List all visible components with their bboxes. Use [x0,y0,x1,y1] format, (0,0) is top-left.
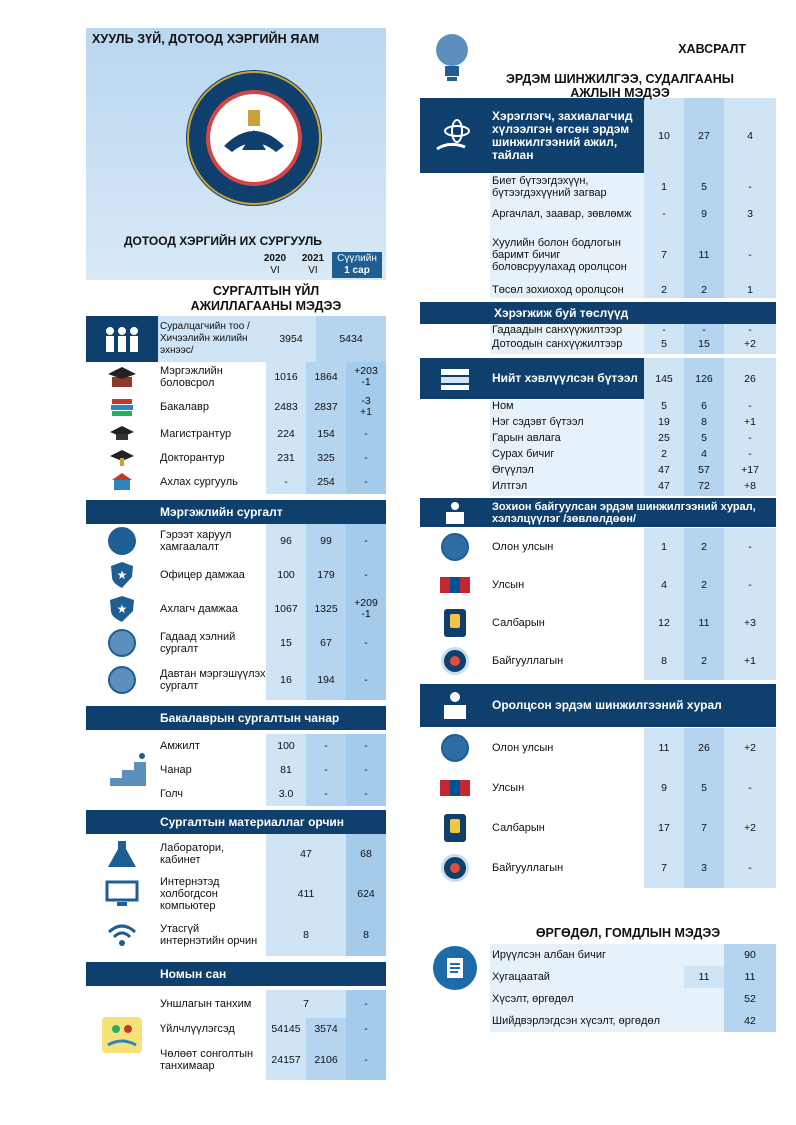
table-row: Чанар 81 - - [158,758,386,782]
table-row: Хугацаатай 11 11 [490,966,776,988]
projects-title: Хэрэгжиж буй төслүүд [420,302,776,324]
table-row: Давтан мэргэшүүлэх сургалт 16 194 - [86,660,386,700]
quality-block [86,734,386,806]
students-2021: 5434 [316,316,386,362]
table-row: Өгүүлэл 47 57 +17 [420,464,776,480]
table-row: Гэрээт харуул хамгаалалт 96 99 - [86,524,386,558]
wifi-icon [86,923,158,947]
table-row: Илтгэл 47 72 +8 [420,480,776,496]
university-seal-icon [420,854,490,882]
table-row: Төсөл зохиоход оролцсон 2 2 1 [420,282,776,298]
table-row: Лаборатори, кабинет 47 68 [86,834,386,874]
globe-speech-icon [86,629,158,657]
hosted-head: Зохион байгуулсан эрдэм шинжилгээний хурал, хэлэлцүүлэг /зөвлөлдөөн/ [420,498,776,528]
table-row: Олон улсын 11 26 +2 [420,728,776,768]
table-row: Магистрантур 224 154 - [86,422,386,446]
table-row: Бакалавр 2483 2837 -3 +1 [86,392,386,422]
table-row: ★ Офицер дамжаа 100 179 - [86,558,386,592]
table-row: Ном 5 6 - [420,400,776,416]
table-row: Уншлагын танхим 7 - [158,990,386,1018]
university-seal-icon [420,647,490,675]
table-row: Шийдвэрлэгдсэн хүсэлт, өргөдөл 42 [490,1010,776,1032]
doctor-cap-icon [86,448,158,468]
university-name: ДОТООД ХЭРГИЙН ИХ СУРГУУЛЬ [124,234,322,248]
svg-text:★: ★ [116,567,128,582]
table-row: Улсын 4 2 - [420,566,776,604]
publications-rows [420,400,776,496]
complaints-title: ӨРГӨДӨЛ, ГОМДЛЫН МЭДЭЭ [535,926,721,940]
material-title: Сургалтын материаллаг орчин [86,810,386,834]
table-row: Дотоодын санхүүжилтээр 5 15 +2 [420,338,776,354]
year-2021: 2021 VI [301,253,325,276]
hosted-rows [420,528,776,680]
table-row: Хүсэлт, өргөдөл 52 [490,988,776,1010]
globe-icon [420,734,490,762]
table-row: Мэргэжлийн боловсрол 1016 1864 +203 -1 [86,362,386,392]
university-logo [184,68,324,208]
table-row: Ирүүлсэн албан бичиг 90 [490,944,776,966]
year-last-month: Сүүлийн 1 сар [332,252,382,278]
lab-flask-icon [86,839,158,869]
computer-icon [86,880,158,908]
year-headers [256,252,382,278]
table-row: Гарын авлага 25 5 - [420,432,776,448]
table-row: Сурах бичиг 2 4 - [420,448,776,464]
table-row: Байгууллагын 7 3 - [420,848,776,888]
research-head: Хэрэглэгч, захиалагчид хүлээлгэн өгсөн эрдэм шинжилгээний ажил, тайлан 10 27 4 [420,98,776,174]
rank-shield-icon [86,595,158,623]
table-row: Утасгүй интернэтийн орчин 8 8 [86,914,386,956]
presentation-icon [86,666,158,694]
table-row: Интернэтэд холбогдсон компьютер 411 624 [86,874,386,914]
library-title: Номын сан [86,962,386,986]
svg-text:★: ★ [116,601,128,616]
annex-label: ХАВСРАЛТ [678,42,746,56]
training-title: СУРГАЛТЫН ҮЙЛ АЖИЛЛАГААНЫ МЭДЭЭ [86,280,386,316]
table-row: Хуулийн болон бодлогын баримт бичиг боловсруулахад оролцсон 7 11 - [420,228,776,282]
year-2020: 2020 VI [263,253,287,276]
header-panel [86,28,386,280]
table-row: Олон улсын 1 2 - [420,528,776,566]
annex-header [420,28,776,98]
badge-icon [86,527,158,555]
globe-icon [420,533,490,561]
table-row: Докторантур 231 325 - [86,446,386,470]
table-row: Аргачлал, заавар, зөвлөмж - 9 3 [420,200,776,228]
table-row: Чөлөөт сонголтын танхимаар 24157 2106 - [158,1040,386,1080]
table-row: Голч 3.0 - - [158,782,386,806]
students-row [86,316,386,362]
document-icon [420,944,490,1032]
school-icon [86,472,158,492]
stairs-success-icon [86,734,158,806]
table-row: Салбарын 17 7 +2 [420,808,776,848]
table-row: Гадаад хэлний сургалт 15 67 - [86,626,386,660]
mongolia-flag-icon [420,780,490,796]
table-row: Ахлах сургууль - 254 - [86,470,386,494]
book-stack-icon [420,367,490,391]
table-row: Байгууллагын 8 2 +1 [420,642,776,680]
table-row: Биет бүтээгдэхүүн, бүтээгдэхүүний загвар 1 5 - [420,174,776,200]
table-row: Улсын 9 5 - [420,768,776,808]
research-rows [420,174,776,298]
material-rows [86,834,386,956]
training-rows [86,362,386,494]
cap-icon [86,424,158,444]
ministry-emblem-icon [420,609,490,637]
complaints-block [420,926,776,1032]
podium-icon [420,501,490,525]
table-row: Гадаадын санхүүжилтээр - - - [420,324,776,338]
table-row: ★ Ахлагч дамжаа 1067 1325 +209 -1 [86,592,386,626]
star-shield-icon [86,561,158,589]
table-row: Нэг сэдэвт бүтээл 19 8 +1 [420,416,776,432]
table-row: Үйлчлүүлэгсэд 54145 3574 - [158,1018,386,1040]
annex-title: ЭРДЭМ ШИНЖИЛГЭЭ, СУДАЛГААНЫ АЖЛЫН МЭДЭЭ [505,72,735,100]
projects-rows [420,324,776,354]
right-column [420,28,776,1032]
graduation-icon [86,365,158,389]
publications-head: Нийт хэвлүүлсэн бүтээл 145 126 26 [420,358,776,400]
lightbulb-icon [432,32,472,84]
quality-title: Бакалаврын сургалтын чанар [86,706,386,730]
students-2020: 3954 [266,316,316,362]
left-column [86,28,386,1080]
students-label: Суралцагчийн тоо /Хичээлийн жилийн эхнээс/ [158,316,266,362]
attended-head: Оролцсон эрдэм шинжилгээний хурал [420,684,776,728]
mongolia-flag-icon [420,577,490,593]
attended-rows [420,728,776,888]
ministry-name: ХУУЛЬ ЗҮЙ, ДОТООД ХЭРГИЙН ЯАМ [92,32,320,46]
library-book-icon [86,990,158,1080]
people-icon [86,316,158,362]
ministry-emblem-icon [420,814,490,842]
table-row: Салбарын 12 11 +3 [420,604,776,642]
speaker-podium-icon [420,691,490,721]
library-block [86,990,386,1080]
professional-rows [86,524,386,700]
table-row: Амжилт 100 - - [158,734,386,758]
books-icon [86,395,158,419]
atom-hand-icon [420,119,490,153]
professional-title: Мэргэжлийн сургалт [86,500,386,524]
